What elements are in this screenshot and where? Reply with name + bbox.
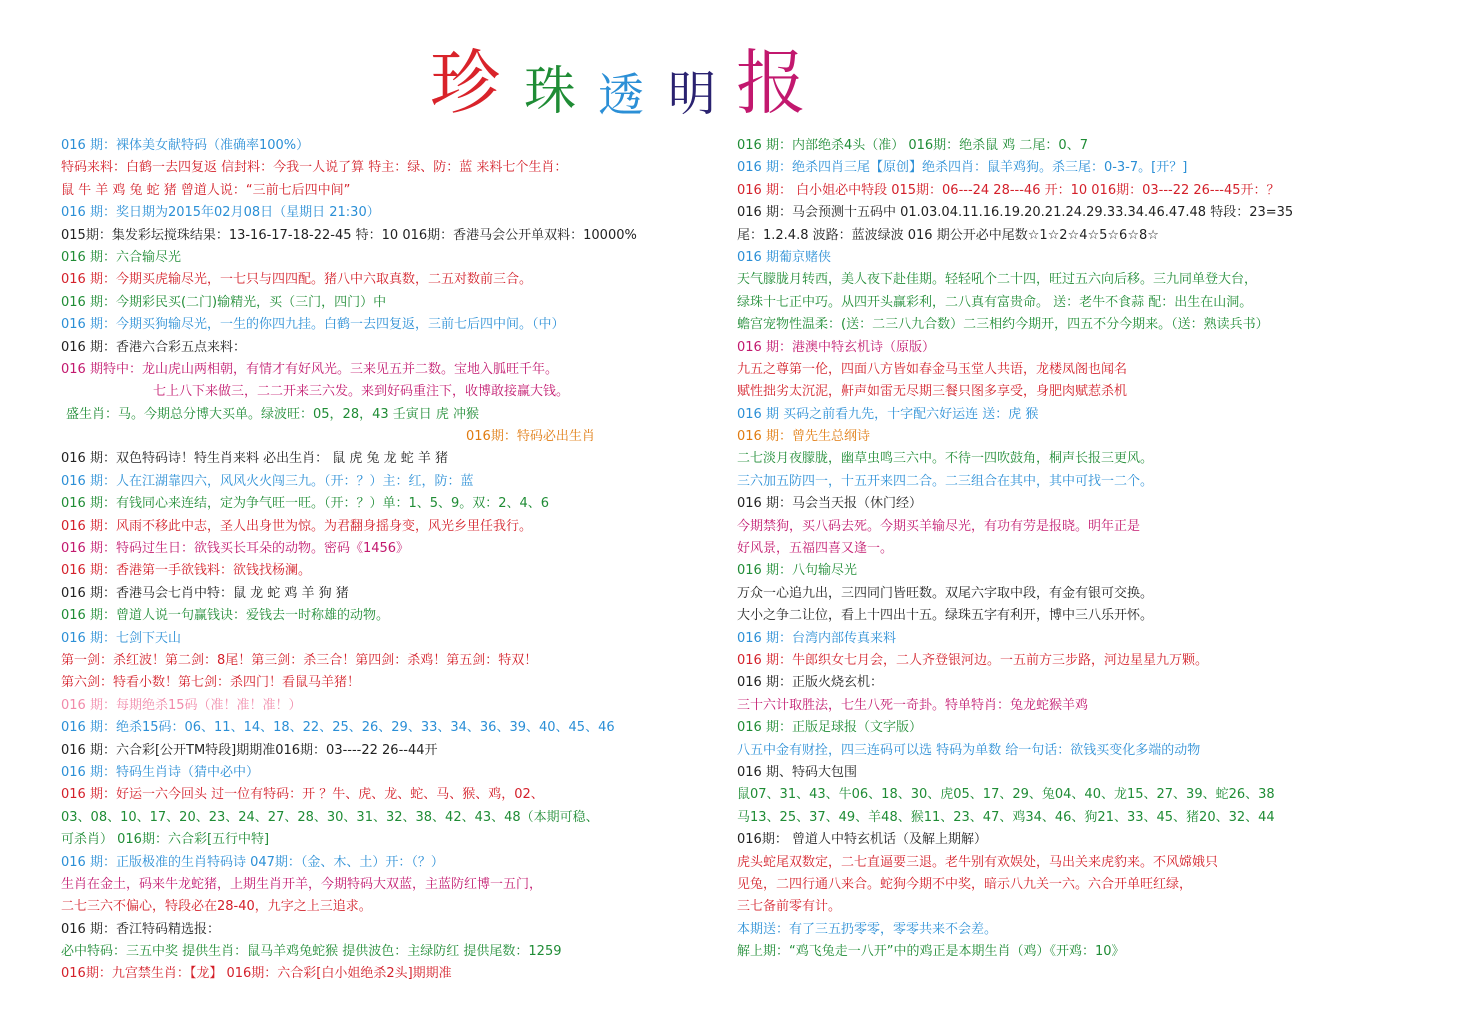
right-text-line: 016 期：绝杀四肖三尾【原创】绝杀四肖：鼠羊鸡狗。杀三尾：0-3-7。[开？] bbox=[737, 160, 1188, 176]
left-text-line: 必中特码：三五中奖 提供生肖：鼠马羊鸡兔蛇猴 提供波色：主绿防红 提供尾数：1259 bbox=[61, 944, 562, 960]
right-text-line: 016期： 曾道人中特玄机话（及解上期解） bbox=[737, 832, 987, 848]
right-text-line: 天气朦胧月转西，美人夜下赴佳期。轻轻吼个二十四，旺过五六向后移。三九同单登大台， bbox=[737, 272, 1258, 288]
left-text-line: 016 期：七剑下天山 bbox=[61, 630, 181, 646]
left-text-line: 生肖在金土，码来牛龙蛇猪，上期生肖开羊，今期特码大双蓝，主蓝防红博一五门， bbox=[61, 876, 543, 892]
left-text-line: 016 期：绝杀15码：06、11、14、18、22、25、26、29、33、34、36、39、40、45、46 bbox=[61, 720, 615, 736]
right-text-line: 016 期：台湾内部传真来料 bbox=[737, 630, 896, 646]
right-text-line: 今期禁狗，买八码去死。今期买羊输尽光，有功有劳是报晓。明年正是 bbox=[737, 518, 1141, 534]
right-text-line: 本期送：有了三五扔零零，零零共来不会差。 bbox=[737, 921, 998, 937]
left-text-line: 016期：九宫禁生肖：【龙】 016期：六合彩[白小姐绝杀2头]期期准 bbox=[61, 966, 452, 982]
right-text-line: 016 期葡京赌侠 bbox=[737, 249, 831, 265]
page-title bbox=[430, 28, 807, 124]
right-text-line: 二七淡月夜朦胧，幽草虫鸣三六中。不待一四吹鼓角，桐声长报三更风。 bbox=[737, 451, 1154, 467]
right-text-line: 016 期：曾先生总纲诗 bbox=[737, 429, 870, 445]
left-text-line: 016 期：香港六合彩五点来料： bbox=[61, 339, 246, 355]
left-text-line: 016 期：正版极准的生肖特码诗 047期：（金、木、土）开：（？） bbox=[61, 854, 444, 870]
right-text-line: 三十六计取胜法，七生八死一奇卦。特单特肖：兔龙蛇猴羊鸡 bbox=[737, 697, 1089, 713]
right-text-line: 016 期：马会当天报（休门经） bbox=[737, 496, 922, 512]
title-char: 透 bbox=[598, 68, 645, 122]
left-text-line: 016 期：香港马会七肖中特：鼠 龙 蛇 鸡 羊 狗 猪 bbox=[61, 585, 349, 601]
right-text-line: 016 期：马会预测十五码中 01.03.04.11.16.19.20.21.24.29.33.34.46.47.48 特段：23=35 bbox=[737, 205, 1294, 221]
right-text-line: 赋性拙劣太沉泥，鼾声如雷无尽期三餐只图多享受，身肥肉赋惹杀机 bbox=[737, 384, 1128, 400]
left-text-line: 016 期：香江特码精选报： bbox=[61, 921, 220, 937]
title-char: 明 bbox=[668, 66, 717, 122]
left-text-line: 二七三六不偏心，特段必在28-40，九字之上三追求。 bbox=[61, 899, 372, 915]
left-text-line: 015期：集发彩坛搅珠结果：13-16-17-18-22-45 特：10 016期：香港马会公开单双料：10000% bbox=[61, 227, 637, 243]
right-text-line: 016 期：正版火烧玄机： bbox=[737, 675, 883, 691]
left-text-line: 016 期：每期绝杀15码（准！准！准！） bbox=[61, 697, 302, 713]
left-text-line: 03、08、10、17、20、23、24、27、28、30、31、32、38、42、43、48（本期可稳、 bbox=[61, 809, 599, 825]
right-text-line: 蟾宫宠物性温柔：(送：二三八九合数）二三相约今期开，四五不分今期来。（送：熟读兵书） bbox=[737, 317, 1269, 333]
left-text-line: 016期：特码必出生肖 bbox=[466, 429, 595, 445]
title-char: 报 bbox=[736, 42, 807, 124]
left-column bbox=[61, 135, 726, 986]
right-text-line: 016 期、特码大包围 bbox=[737, 764, 857, 780]
right-text-line: 好风景，五福四喜又逢一。 bbox=[737, 541, 894, 557]
left-text-line: 016 期：香港第一手欲钱料：欲钱找杨澜。 bbox=[61, 563, 311, 579]
title-char: 珠 bbox=[524, 62, 577, 122]
left-text-line: 盛生肖：马。今期总分博大买单。绿波旺：05，28，43 壬寅日 虎 冲猴 bbox=[66, 406, 480, 422]
left-text-line: 016 期：六合彩[公开TM特段]期期准016期：03----22 26--44开 bbox=[61, 742, 438, 758]
left-text-line: 016 期：双色特码诗！特生肖来料 必出生肖： 鼠 虎 兔 龙 蛇 羊 猪 bbox=[61, 451, 449, 467]
right-text-line: 016 期：正版足球报（文字版） bbox=[737, 720, 922, 736]
left-text-line: 016 期：今期彩民买(二门)输精光，买（三门，四门）中 bbox=[61, 294, 387, 310]
left-text-line: 016 期：六合输尽光 bbox=[61, 249, 181, 265]
right-text-line: 016 期：内部绝杀4头（准） 016期：绝杀鼠 鸡 二尾：0、7 bbox=[737, 138, 1088, 153]
right-text-line: 万众一心追九出，三四同门皆旺数。双尾六字取中段，有金有银可交换。 bbox=[737, 585, 1154, 601]
right-text-line: 三六加五防四一，十五开来四二合。二三组合在其中，其中可找一二个。 bbox=[737, 473, 1154, 489]
right-column bbox=[737, 135, 1452, 963]
left-text-line: 鼠 牛 羊 鸡 兔 蛇 猪 曾道人说：“三前七后四中间” bbox=[61, 182, 351, 198]
right-text-line: 016 期：八句输尽光 bbox=[737, 563, 857, 579]
left-text-line: 016 期：曾道人说一句赢钱诀：爱钱去一时称雄的动物。 bbox=[61, 608, 389, 624]
left-text-line: 第一剑：杀红波！第二剑：8尾！第三剑：杀三合！第四剑：杀鸡！第五剑：特双！ bbox=[61, 652, 538, 668]
left-text-line: 016 期：有钱同心来连结，定为争气旺一旺。（开：？）单：1、5、9。双：2、4、6 bbox=[61, 496, 550, 512]
right-text-line: 解上期：“鸡飞兔走一八开”中的鸡正是本期生肖（鸡）《开鸡：10》 bbox=[737, 944, 1125, 960]
left-text-line: 016 期：今期买虎输尽光，一七只与四四配。猪八中六取真数，二五对数前三合。 bbox=[61, 272, 532, 288]
right-text-line: 绿珠十七正中巧。从四开头赢彩利，二八真有富贵命。 送：老牛不食蒜 配：出生在山洞。 bbox=[737, 294, 1253, 310]
left-text-line: 七上八下来做三，二二开来三六发。来到好码重注下，收博敢接赢大钱。 bbox=[153, 384, 570, 400]
right-text-line: 马13、25、37、49、羊48、猴11、23、47、鸡34、46、狗21、33、45、猪20、32、44 bbox=[737, 809, 1275, 825]
right-text-line: 尾：1.2.4.8 波路：蓝波绿波 016 期公开必中尾数☆1☆2☆4☆5☆6☆8☆ bbox=[737, 227, 1159, 243]
right-text-line: 虎头蛇尾双数定，二七直逼要三退。老牛别有欢娱处，马出关来虎豹来。不风嫦娥只 bbox=[737, 854, 1219, 870]
right-text-line: 016 期： 白小姐必中特段 015期：06---24 28---46 开：10 016期：03---22 26---45开：？ bbox=[737, 182, 1280, 198]
left-text-line: 016 期特中：龙山虎山两相朝，有情才有好风光。三来见五并二数。宝地入胍旺千年。 bbox=[61, 361, 558, 377]
right-text-line: 九五之尊第一伦，四面八方皆如春金马玉堂人共语，龙楼凤阁也闻名 bbox=[737, 361, 1128, 377]
left-text-line: 特码来料：白鹤一去四复返 信封料：今我一人说了算 特主：绿、防：蓝 来料七个生肖： bbox=[61, 160, 568, 176]
right-text-line: 016 期：港澳中特玄机诗（原版） bbox=[737, 339, 935, 355]
right-text-line: 016 期：牛郎织女七月会，二人齐登银河边。一五前方三步路，河边星星九万颗。 bbox=[737, 652, 1208, 668]
right-text-line: 三七备前零有计。 bbox=[737, 899, 842, 915]
right-text-line: 鼠07、31、43、牛06、18、30、虎05、17、29、兔04、40、龙15、27、39、蛇26、38 bbox=[737, 787, 1275, 803]
right-text-line: 见兔，二四行通八来合。蛇狗今期不中奖，暗示八九关一六。六合开单旺红绿， bbox=[737, 876, 1193, 892]
left-text-line: 016 期：特码生肖诗（猜中必中） bbox=[61, 764, 259, 780]
right-text-line: 016 期 买码之前看九先，十字配六好运连 送：虎 猴 bbox=[737, 406, 1039, 422]
left-text-line: 016 期：好运一六今回头 过一位有特码：开 ？牛、虎、龙、蛇、马、猴、鸡，02、 bbox=[61, 787, 544, 803]
left-text-line: 016 期：人在江湖靠四六，风风火火闯三九。（开：？）主：红，防：蓝 bbox=[61, 473, 474, 489]
right-text-line: 大小之争二让位，看上十四出十五。绿珠五字有利开，博中三八乐开怀。 bbox=[737, 608, 1154, 624]
left-text-line: 第六剑：特看小数！第七剑：杀四门！看鼠马羊猪！ bbox=[61, 675, 361, 691]
left-text-line: 016 期：特码过生日：欲钱买长耳朵的动物。密码《1456》 bbox=[61, 541, 410, 557]
right-text-line: 八五中金有财拴，四三连码可以选 特码为单数 给一句话：欲钱买变化多端的动物 bbox=[737, 742, 1201, 758]
left-text-line: 016 期：奖日期为2015年02月08日（星期日 21:30） bbox=[61, 205, 380, 221]
title-char: 珍 bbox=[430, 42, 500, 124]
left-text-line: 016 期：风雨不移此中志，圣人出身世为惊。为君翻身摇身变，风光乡里任我行。 bbox=[61, 518, 532, 534]
left-text-line: 016 期：裸体美女献特码（准确率100%） bbox=[61, 138, 310, 153]
left-text-line: 可杀肖） 016期：六合彩[五行中特] bbox=[61, 832, 270, 848]
left-text-line: 016 期：今期买狗输尽光，一生的你四九挂。白鹤一去四复返，三前七后四中间。（中） bbox=[61, 317, 565, 333]
